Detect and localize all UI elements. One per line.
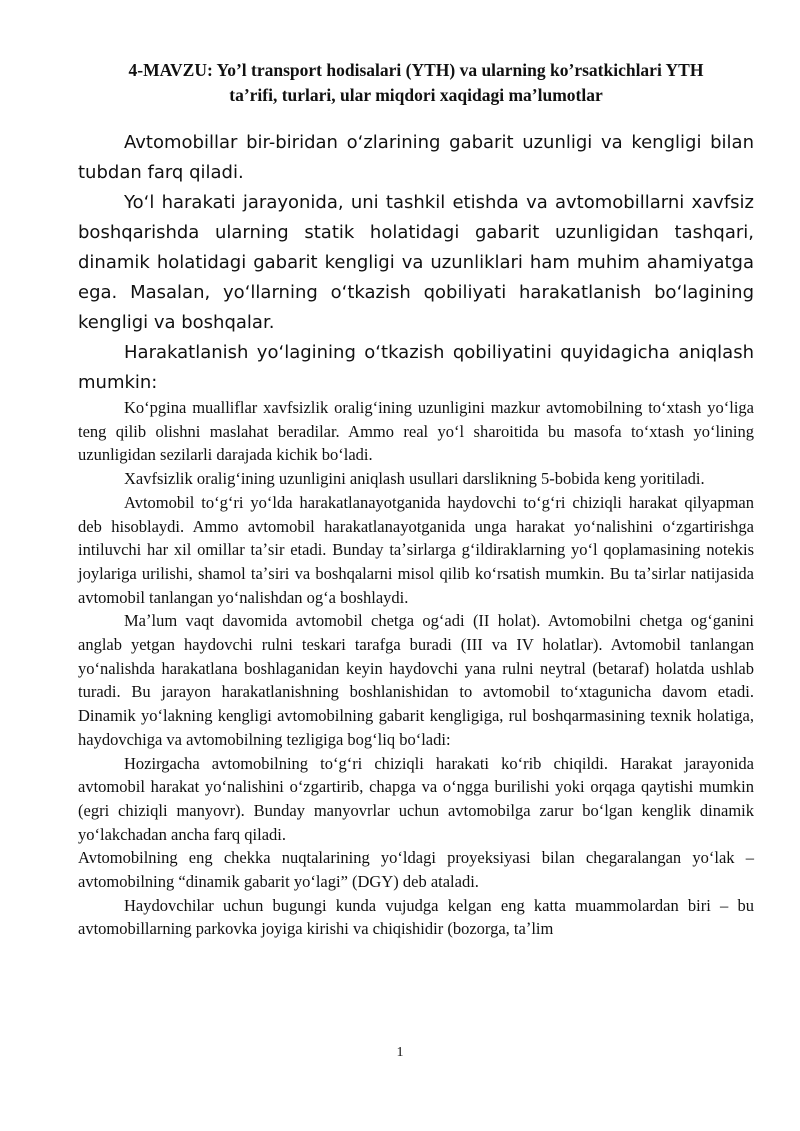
document-title bbox=[80, 58, 752, 108]
intro-section bbox=[78, 128, 754, 398]
body-section bbox=[78, 396, 754, 941]
definition-paragraph: Avtomobilning eng chekka nuqtalarining yoʻldagi proyeksiyasi bilan chegaralangan yoʻlak – avtomobilning “dinamik gabarit yoʻlagi” (DGY) deb ataladi. bbox=[78, 848, 754, 892]
body-paragraph: Koʻpgina mualliflar xavfsizlik oraligʻining uzunligini mazkur avtomobilning toʻxtash yoʻliga teng qilib olishni maslahat beradilar. Ammo real yoʻl sharoitida bu masofa toʻxtash yoʻlining uzunligidan sezilarli darajada kichik boʻladi. bbox=[78, 398, 754, 465]
intro-paragraph: Harakatlanish yoʻlagining oʻtkazish qobiliyatini quyidagicha aniqlash mumkin: bbox=[78, 342, 754, 393]
intro-paragraph: Avtomobillar bir-biridan oʻzlarining gabarit uzunligi va kengligi bilan tubdan farq qiladi. bbox=[78, 132, 754, 183]
intro-paragraph: Yoʻl harakati jarayonida, uni tashkil etishda va avtomobillarni xavfsiz boshqarishda ularning statik holatidagi gabarit uzunligidan tashqari, dinamik holatidagi gabarit kengligi va uzunliklari ham muhim ahamiyatga ega. Masalan, yoʻllarning oʻtkazish qobiliyati harakatlanish boʻlagining kengligi va boshqalar. bbox=[78, 192, 754, 333]
body-paragraph: Hozirgacha avtomobilning toʻgʻri chiziqli harakati koʻrib chiqildi. Harakat jarayonida avtomobil harakat yoʻnalishini oʻzgartirib, chapga va oʻngga burilishi yoki orqaga qaytishi mumkin (egri chiziqli manyovr). Bunday manyovrlar uchun avtomobilga zarur boʻlgan kenglik dinamik yoʻlakchadan ancha farq qiladi. bbox=[78, 753, 754, 844]
title-line-1: 4-MAVZU: Yo’l transport hodisalari (YTH) va ularning ko’rsatkichlari YTH bbox=[128, 60, 704, 80]
body-paragraph: Maʼlum vaqt davomida avtomobil chetga ogʻadi (II holat). Avtomobilni chetga ogʻganini anglab yetgan haydovchi rulni teskari tarafga buradi (III va IV holatlar). Avtomobil tanlangan yoʻnalishda harakatlana boshlaganidan keyin haydovchi yana rulni neytral (betaraf) holatda ushlab turadi. Bu jarayon harakatlanishning boshlanishidan to avtomobil toʻxtagunicha davom etadi. Dinamik yoʻlakning kengligi avtomobilning gabarit kengligiga, rul boshqarmasining texnik holatiga, haydovchiga va avtomobilning tezligiga bogʻliq boʻladi: bbox=[78, 611, 754, 749]
body-paragraph: Avtomobil toʻgʻri yoʻlda harakatlanayotganida haydovchi toʻgʻri chiziqli harakat qilyapman deb hisoblaydi. Ammo avtomobil harakatlanayotganida unga harakat yoʻnalishini oʻzgartirishga intiluvchi har xil omillar taʼsir etadi. Bunday taʼsirlarga gʻildiraklarning yoʻl qoplamasining notekis joylariga urilishi, shamol taʼsiri va boshqalarni misol qilib koʻrsatish mumkin. Bu taʼsirlar natijasida avtomobil tanlangan yoʻnalishdan ogʻa boshlaydi. bbox=[78, 492, 754, 607]
page-number: 1 bbox=[396, 1045, 404, 1060]
closing-paragraph: Haydovchilar uchun bugungi kunda vujudga kelgan eng katta muammolardan biri – bu avtomobillarning parkovka joyiga kirishi va chiqishidir (bozorga, taʼlim bbox=[78, 895, 754, 939]
body-paragraph: Xavfsizlik oraligʻining uzunligini aniqlash usullari darslikning 5-bobida keng yoritiladi. bbox=[124, 469, 705, 489]
title-line-2: ta’rifi, turlari, ular miqdori xaqidagi ma’lumotlar bbox=[229, 85, 603, 105]
